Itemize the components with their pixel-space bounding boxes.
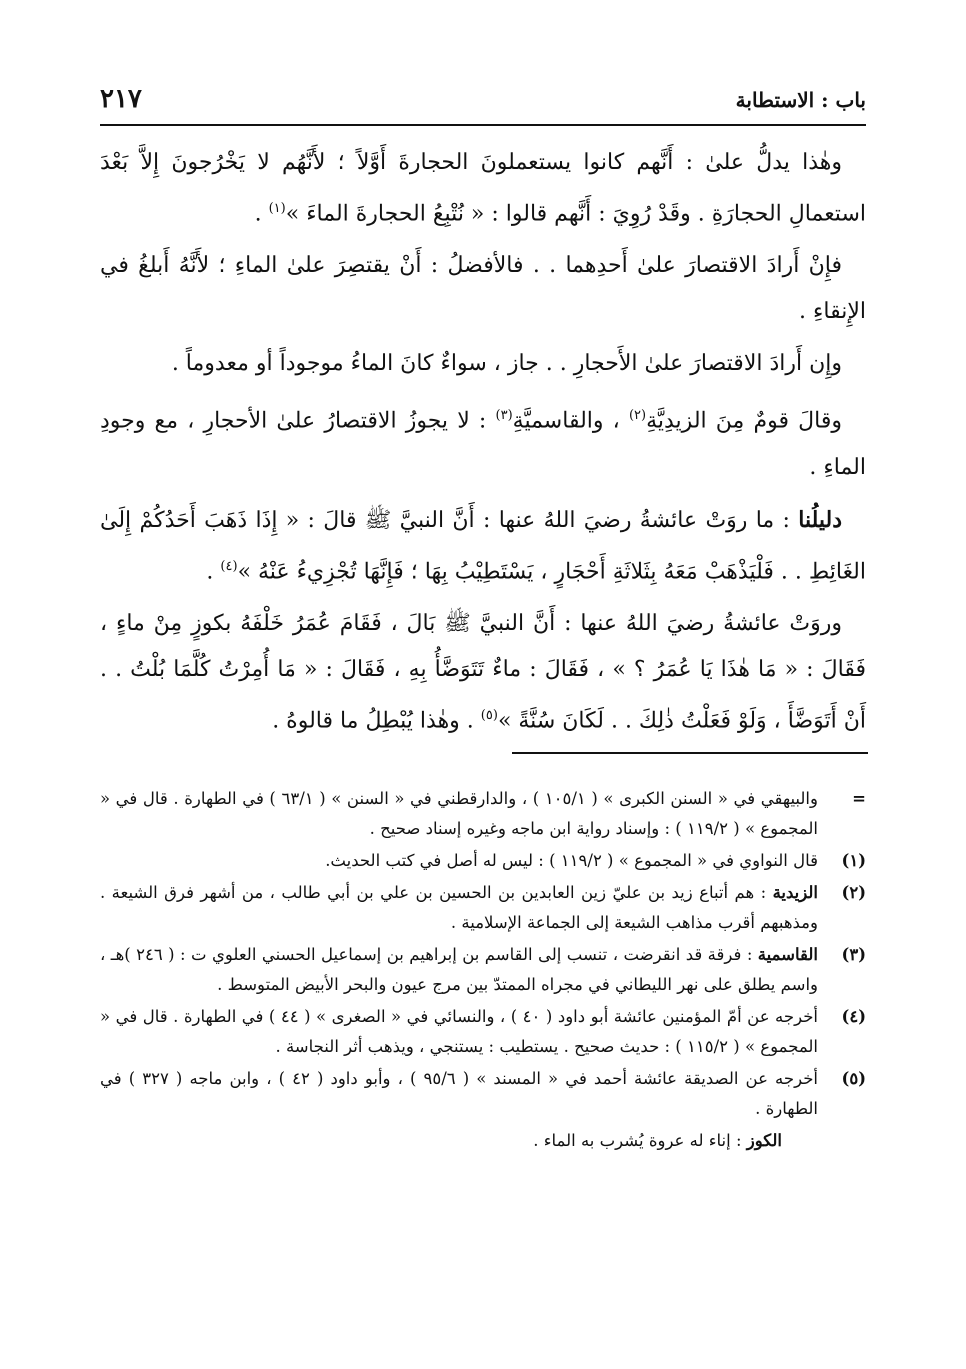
paragraph-4-text-a: وقالَ قومٌ مِنَ الزيدِيَّةِ xyxy=(646,408,842,434)
chapter-title: باب : الاستطابة xyxy=(735,88,866,112)
footnote-text: أخرجه عن أمّ المؤمنين عائشة أبو داود ( ٤٠ ) ، والنسائي في « الصغرى » ( ٤٤ ) في الطهارة . قال في « المجموع » ( ١١٥/٢ ) : حديث صحيح . يستطيب : يستنجي ، ويذهب أثر النجاسة . xyxy=(100,1007,818,1056)
page-header xyxy=(100,84,866,124)
footnote-text: أخرجه عن الصديقة عائشة أحمد في « المسند » ( ٩٥/٦ ) ، وأبو داود ( ٤٢ ) ، وابن ماجه ( ٣٢٧ ) في الطهارة . xyxy=(100,1069,818,1118)
footnote-ref: (١) xyxy=(268,201,286,216)
paragraph-3: وإِن أَرادَ الاقتصارَ علىٰ الأَحجارِ . . جاز ، سواءٌ كانَ الماءُ موجوداً أو معدوماً . xyxy=(171,351,842,377)
footnote-ref: (٢) xyxy=(628,408,647,424)
footnote-item xyxy=(100,784,866,844)
main-text xyxy=(100,140,866,750)
footnote-mark: (٢) xyxy=(841,883,866,902)
paragraph-4 xyxy=(100,393,866,490)
footnote-item xyxy=(100,1002,866,1062)
paragraph-1 xyxy=(100,140,866,237)
footnote-mark: (٣) xyxy=(841,945,866,964)
footnote-ref: (٣) xyxy=(495,408,513,424)
paragraph-1-text: وهٰذا يدلُّ علىٰ : أَنَّهم كانوا يستعملونَ الحجارةَ أَوَّلاً ؛ لأَنَّهُم لا يَخْرُجونَ إِلاَّ بَعْدَ استعمالِ الحجارَةِ . وقَدْ رُوِيَ : أَنَّهم قالوا : « نُتْبِعُ الحجارةَ الماءَ » xyxy=(100,150,866,227)
footnote-mark: (٥) xyxy=(841,1069,866,1088)
footnote-mark: (١) xyxy=(841,851,866,870)
footnote-text: : هم أتباع زيد بن عليّ زين العابدين بن الحسين بن علي بن أبي طالب ، من أشهر فرق الشيعة . ومذهبهم أقرب مذاهب الشيعة إلى الجماعة الإسلامية . xyxy=(100,883,818,932)
paragraph-6-text: وروَتْ عائشةُ رضيَ اللهُ عنها : أَنَّ النبيَّ ﷺ بَالَ ، فَقَامَ عُمَرُ خَلْفَهُ بكوزٍ مِنْ ماءٍ ، فَقَالَ : « مَا هٰذَا يَا عُمَرُ ؟ » ، فَقَالَ : ماءٌ تَتَوَضَّأُ بِهِ ، فَقَالَ : « مَا أُمِرْتُ كُلَّمَا بُلْتُ . . أَنْ أَتَوَضَّأَ ، وَلَوْ فَعَلْتُ ذٰلِكَ . . لَكَانَ سُنَّةً » xyxy=(100,610,866,734)
footnote-item xyxy=(100,846,866,876)
paragraph-1-end: . xyxy=(254,201,269,227)
footnote-ref: (٤) xyxy=(220,558,238,574)
paragraph-4-text-c: : لا يجوزُ الاقتصارُ علىٰ الأحجارِ ، مع وجودِ الماءِ . xyxy=(100,408,866,480)
footnote-text: : إناء له عروة يُشرب به الماء . xyxy=(533,1131,747,1150)
footnote-divider xyxy=(512,752,868,754)
footnotes xyxy=(100,784,866,1156)
page-number: ٢١٧ xyxy=(100,84,142,114)
paragraph-2: فإِنْ أَرادَ الاقتصارَ علىٰ أَحدِهما . . فالأفضلُ : أَنْ يقتصِرَ علىٰ الماءِ ؛ لأَنَّهُ أَبلغُ في الإِنقاءِ . xyxy=(100,253,866,325)
paragraph-6-end: . وهٰذا يُبْطِلُ ما قالوهُ . xyxy=(272,708,481,734)
paragraph-5 xyxy=(100,497,866,595)
footnote-ref: (٥) xyxy=(480,707,498,723)
footnote-text: : فرقة قد انقرضت ، تنسب إلى القاسم بن إبراهيم بن إسماعيل الحسني العلوي ت : ( ٢٤٦ )هـ ، واسم يطلق على نهر الليطاني في مجراه الممتدّ بين مرج عيون والبحر الأبيض المتوسط . xyxy=(100,945,818,994)
paragraph-5-end: . xyxy=(206,558,221,584)
paragraph-6 xyxy=(100,601,866,744)
footnote-item xyxy=(100,878,866,938)
footnote-text: والبيهقي في « السنن الكبرى » ( ١٠٥/١ ) ، والدارقطني في « السنن » ( ٦٣/١ ) في الطهارة . قال في « المجموع » ( ١١٩/٢ ) : وإسناد رواية ابن ماجه وغيره إسناد صحيح . xyxy=(100,789,818,838)
footnote-gloss xyxy=(100,1126,782,1156)
footnote-text: قال النواوي في « المجموع » ( ١١٩/٢ ) : ليس له أصل في كتب الحديث. xyxy=(325,851,818,870)
header-divider xyxy=(100,124,866,126)
footnote-item xyxy=(100,940,866,1000)
footnote-mark: = xyxy=(852,789,866,808)
footnote-term: القاسمية xyxy=(757,945,818,964)
footnote-body xyxy=(100,878,818,938)
footnote-item xyxy=(100,1064,866,1124)
footnote-term: الكوز xyxy=(746,1131,782,1150)
footnote-body xyxy=(100,940,818,1000)
footnote-mark: (٤) xyxy=(841,1007,866,1026)
footnote-term: الزيدية xyxy=(772,883,818,902)
paragraph-5-lead: دليلُنا xyxy=(798,506,842,533)
paragraph-4-text-b: ، والقاسميَّةِ xyxy=(512,408,629,434)
paragraph-5-text: : ما روَتْ عائشةُ رضيَ اللهُ عنها : أَنَّ النبيَّ ﷺ قالَ : « إِذَا ذَهَبَ أَحَدُكُمْ إِلَىٰ الغَائِطِ . . فَلْيَذْهَبْ مَعَهُ بِثَلاثَةِ أَحْجَارٍ ، يَسْتَطِيْبُ بِهَا ؛ فَإِنَّهَا تُجْزِيءُ عَنْهُ » xyxy=(100,507,866,584)
